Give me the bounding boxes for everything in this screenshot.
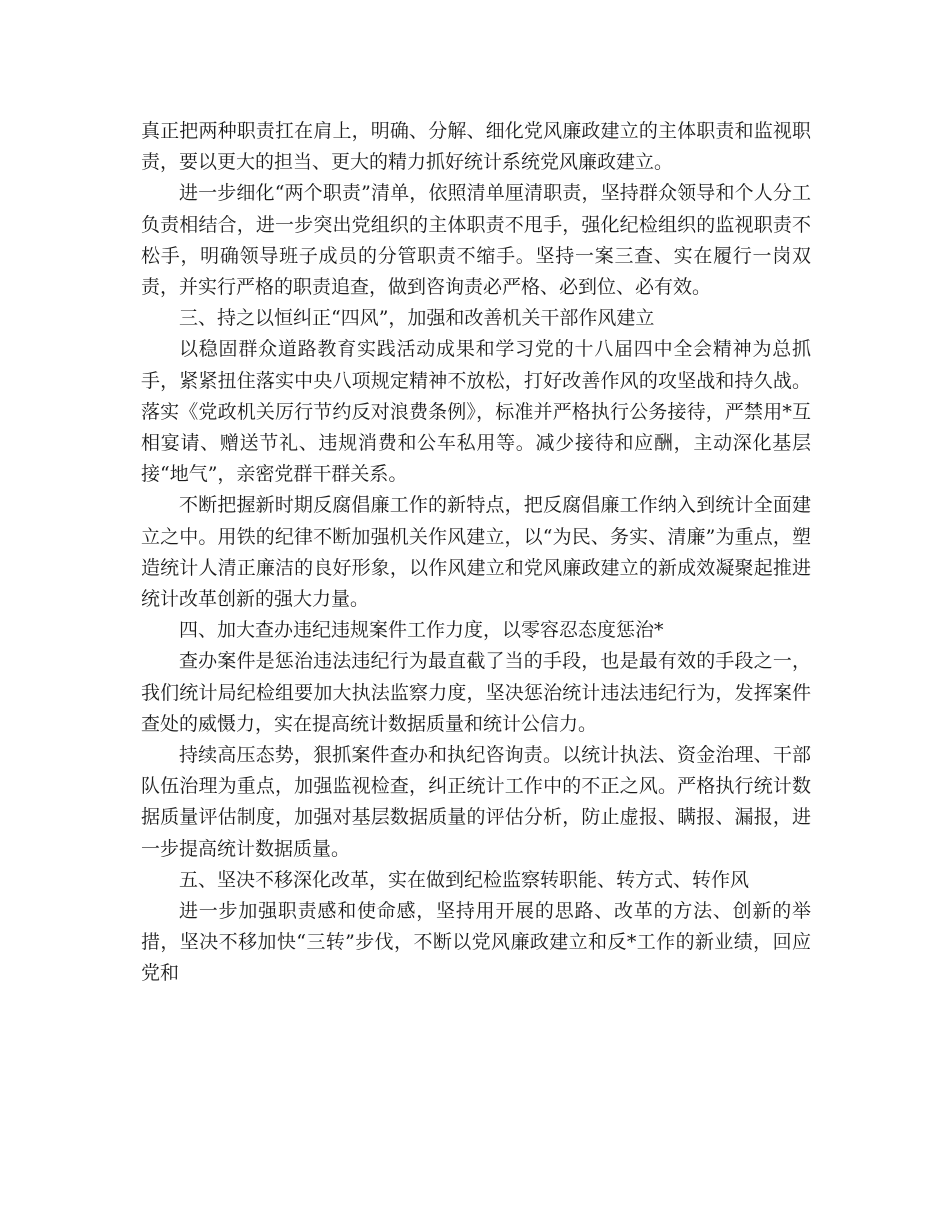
paragraph: 不断把握新时期反腐倡廉工作的新特点，把反腐倡廉工作纳入到统计全面建立之中。用铁的纪律不断加强机关作风建立，以“为民、务实、清廉”为重点，塑造统计人清正廉洁的良好形象，以作风建立和党风廉政建立的新成效凝聚起推进统计改革创新的强大力量。	[141, 494, 811, 611]
section-heading: 三、持之以恒纠正“四风”，加强和改善机关干部作风建立	[179, 307, 655, 330]
paragraph-continued: 真正把两种职责扛在肩上，明确、分解、细化党风廉政建立的主体职责和监视职责，要以更大的担当、更大的精力抓好统计系统党风廉政建立。	[141, 120, 811, 174]
paragraph: 查办案件是惩治违法违纪行为最直截了当的手段，也是最有效的手段之一，我们统计局纪检组要加大执法监察力度，坚决惩治统计违法违纪行为，发挥案件查处的威慑力，实在提高统计数据质量和统计公信力。	[141, 650, 811, 735]
paragraph: 持续高压态势，狠抓案件查办和执纪咨询责。以统计执法、资金治理、干部队伍治理为重点，加强监视检查，纠正统计工作中的不正之风。严格执行统计数据质量评估制度，加强对基层数据质量的评估分析，防止虚报、瞒报、漏报，进一步提高统计数据质量。	[141, 744, 811, 860]
paragraph: 以稳固群众道路教育实践活动成果和学习党的十八届四中全会精神为总抓手，紧紧扭住落实中央八项规定精神不放松，打好改善作风的攻坚战和持久战。落实《党政机关厉行节约反对浪费条例》，标准并严格执行公务接待，严禁用*互相宴请、赠送节礼、违规消费和公车私用等。减少接待和应酬，主动深化基层接“地气”，亲密党群干群关系。	[141, 338, 811, 486]
document-body	[141, 116, 811, 990]
section-heading: 四、加大查办违纪违规案件工作力度，以零容忍态度惩治*	[179, 619, 664, 642]
section-heading: 五、坚决不移深化改革，实在做到纪检监察转职能、转方式、转作风	[179, 868, 750, 891]
paragraph: 进一步加强职责感和使命感，坚持用开展的思路、改革的方法、创新的举措，坚决不移加快“三转”步伐，不断以党风廉政建立和反*工作的新业绩，回应党和	[141, 900, 811, 985]
paragraph: 进一步细化“两个职责”清单，依照清单厘清职责，坚持群众领导和个人分工负责相结合，进一步突出党组织的主体职责不甩手，强化纪检组织的监视职责不松手，明确领导班子成员的分管职责不缩手。坚持一案三查、实在履行一岗双责，并实行严格的职责追查，做到咨询责必严格、必到位、必有效。	[141, 182, 811, 299]
